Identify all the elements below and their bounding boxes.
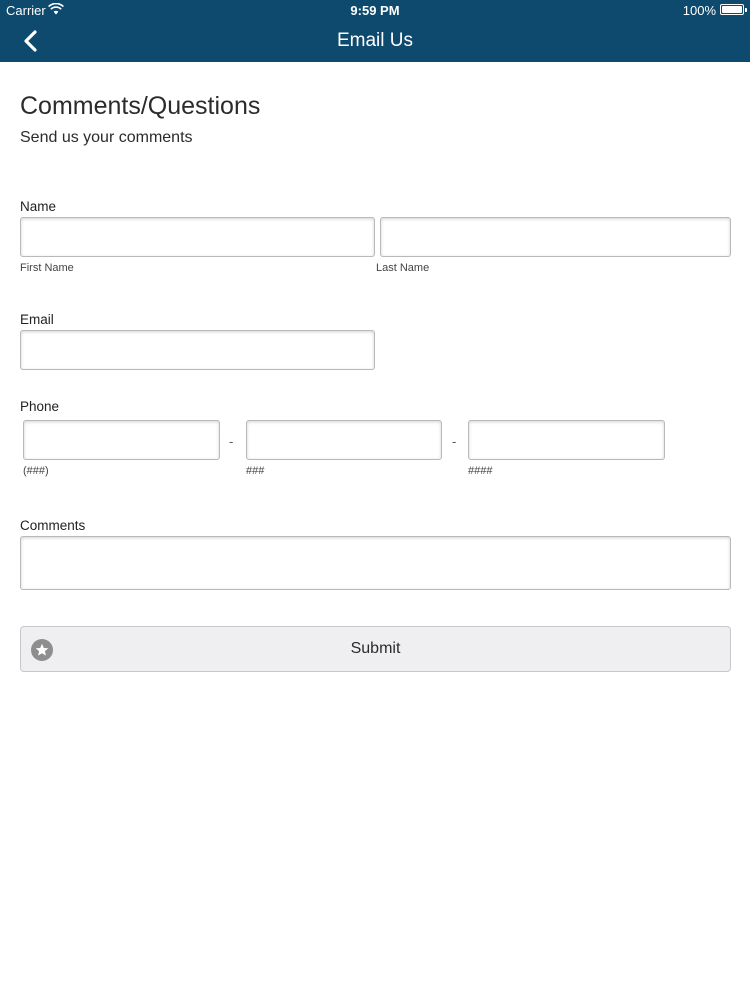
email-field[interactable]: [20, 330, 375, 370]
last-name-caption: Last Name: [376, 262, 430, 274]
status-carrier: Carrier: [6, 3, 46, 18]
page-title: Comments/Questions: [20, 92, 261, 120]
submit-label: Submit: [350, 640, 401, 657]
email-label: Email: [20, 312, 54, 327]
phone-separator: -: [452, 434, 457, 449]
status-time: 9:59 PM: [350, 3, 400, 18]
app-header: [0, 0, 750, 62]
submit-button[interactable]: [20, 626, 731, 672]
name-label: Name: [20, 199, 57, 214]
status-battery-percent: 100%: [682, 3, 716, 18]
last-name-input[interactable]: [380, 217, 731, 257]
page-heading: [20, 92, 732, 147]
status-bar: [0, 0, 750, 20]
phone-area-code-caption: (###): [23, 465, 49, 477]
phone-separator: -: [229, 434, 234, 449]
page-subtitle: Send us your comments: [20, 129, 193, 146]
battery-icon: [720, 4, 744, 15]
first-name-caption: First Name: [20, 262, 74, 274]
first-name-input[interactable]: [20, 217, 375, 257]
phone-label: Phone: [20, 399, 60, 414]
phone-line-number-caption: ####: [468, 465, 493, 477]
phone-prefix-input[interactable]: [246, 420, 442, 460]
phone-prefix-caption: ###: [246, 465, 265, 477]
comments-label: Comments: [20, 518, 86, 533]
comments-textarea[interactable]: [20, 536, 731, 590]
phone-area-code-input[interactable]: [23, 420, 220, 460]
page-header-title: Email Us: [336, 30, 413, 51]
phone-line-number-input[interactable]: [468, 420, 665, 460]
